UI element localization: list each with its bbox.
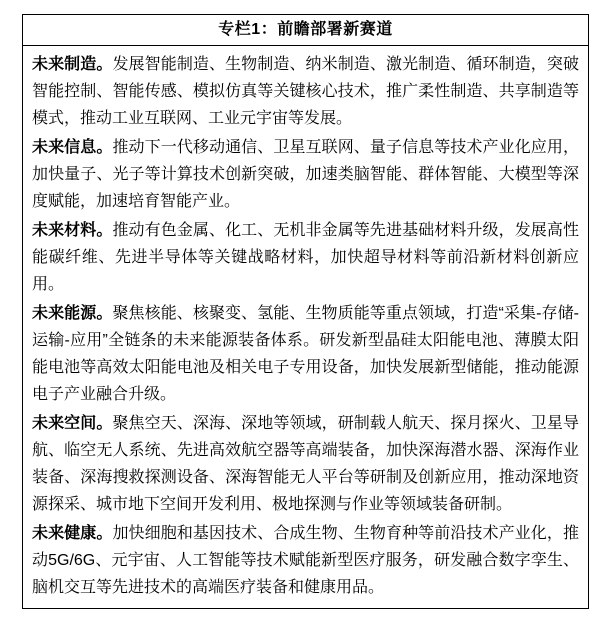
section-text: 加快细胞和基因技术、合成生物、生物育种等前沿技术产业化，推动5G/6G、元宇宙、人工智能等技术赋能新型医疗服务，研发融合数字孪生、脑机交互等先进技术的高端医疗装备和健康用品。 [32, 525, 579, 596]
section-lead: 未来健康。 [32, 525, 113, 542]
section-lead: 未来信息。 [32, 139, 113, 156]
column-box [22, 14, 589, 609]
section-lead: 未来空间。 [32, 415, 113, 432]
section-paragraph [32, 134, 579, 215]
section-paragraph [32, 217, 579, 298]
section-paragraph [32, 51, 579, 132]
section-paragraph [32, 520, 579, 601]
section-text: 推动下一代移动通信、卫星互联网、量子信息等技术产业化应用，加快量子、光子等计算技术创新突破，加速类脑智能、群体智能、大模型等深度赋能，加速培育智能产业。 [32, 139, 579, 210]
section-paragraph [32, 300, 579, 408]
section-lead: 未来能源。 [32, 305, 113, 322]
column-body [23, 46, 588, 608]
column-title: 专栏1：前瞻部署新赛道 [23, 15, 588, 46]
section-lead: 未来材料。 [32, 222, 113, 239]
section-lead: 未来制造。 [32, 56, 113, 73]
section-text: 发展智能制造、生物制造、纳米制造、激光制造、循环制造，突破智能控制、智能传感、模拟仿真等关键核心技术，推广柔性制造、共享制造等模式，推动工业互联网、工业元宇宙等发展。 [32, 56, 579, 127]
section-text: 推动有色金属、化工、无机非金属等先进基础材料升级，发展高性能碳纤维、先进半导体等关键战略材料，加快超导材料等前沿新材料创新应用。 [32, 222, 579, 293]
section-paragraph [32, 410, 579, 518]
section-text: 聚焦空天、深海、深地等领域，研制载人航天、探月探火、卫星导航、临空无人系统、先进高效航空器等高端装备，加快深海潜水器、深海作业装备、深海搜救探测设备、深海智能无人平台等研制及创新应用，推动深地资源探采、城市地下空间开发利用、极地探测与作业等领域装备研制。 [32, 415, 579, 513]
section-text: 聚焦核能、核聚变、氢能、生物质能等重点领域，打造“采集-存储-运输-应用”全链条的未来能源装备体系。研发新型晶硅太阳能电池、薄膜太阳能电池等高效太阳能电池及相关电子专用设备，加快发展新型储能，推动能源电子产业融合升级。 [32, 305, 579, 403]
